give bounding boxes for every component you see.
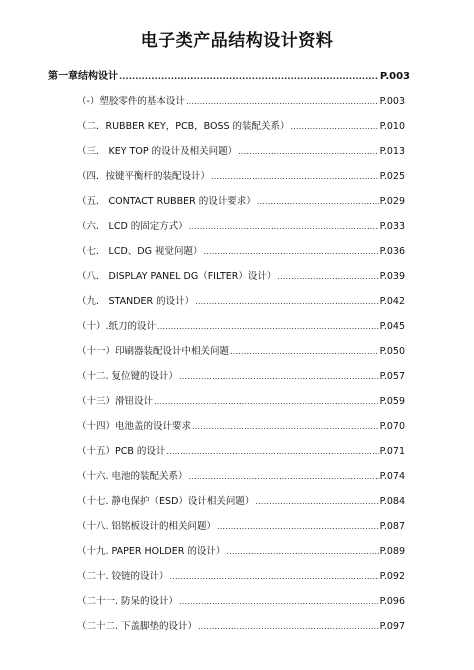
- toc-leader-dots: [211, 172, 379, 182]
- toc-entry: [77, 568, 405, 582]
- toc-entry-page: P.096: [379, 596, 405, 607]
- toc-leader-dots: [195, 297, 378, 307]
- toc-leader-dots: [192, 422, 379, 432]
- toc-leader-dots: [198, 622, 379, 632]
- toc-entry-label: （十三）滑钮设计: [77, 396, 154, 407]
- toc-leader-dots: [291, 122, 379, 132]
- toc-entry: [77, 218, 405, 232]
- toc-entry-label: （二十一. 防呆的设计）: [77, 596, 179, 607]
- toc-leader-dots: [119, 72, 379, 82]
- toc-entry: [77, 543, 405, 557]
- toc-entry-label: （十二. 复位键的设计）: [77, 371, 179, 382]
- toc-entry-label: （二十二. 下盖脚垫的设计）: [77, 621, 198, 632]
- toc-leader-dots: [186, 97, 379, 107]
- toc-entry-page: P.039: [379, 271, 405, 282]
- toc-entry-page: P.089: [379, 546, 405, 557]
- toc-entry-label: （六． LCD 的固定方式）: [77, 221, 188, 232]
- toc-leader-dots: [203, 247, 378, 257]
- toc-entry-label: （九． STANDER 的设计）: [77, 296, 195, 307]
- toc-entry-page: P.036: [379, 246, 405, 257]
- toc-entry: [77, 618, 405, 632]
- toc-chapter-entry: [48, 68, 410, 82]
- toc-entry-label: （十六. 电池的装配关系）: [77, 471, 188, 482]
- toc-entry-label: （十一）印刷器装配设计中相关问题: [77, 346, 230, 357]
- toc-entry: [77, 593, 405, 607]
- toc-entry: [77, 418, 405, 432]
- toc-entry-label: （五． CONTACT RUBBER 的设计要求）: [77, 196, 256, 207]
- toc-entry: [77, 518, 405, 532]
- toc-entry-page: P.074: [379, 471, 405, 482]
- toc-entry-label: （十五）PCB 的设计: [77, 446, 166, 457]
- toc-entry-label: （-）塑胶零件的基本设计: [77, 96, 185, 107]
- toc-leader-dots: [189, 472, 379, 482]
- toc-entry-label: （十九. PAPER HOLDER 的设计）: [77, 546, 226, 557]
- toc-entry-label: （十七. 静电保护（ESD）设计相关问题）: [77, 496, 255, 507]
- toc-leader-dots: [217, 522, 379, 532]
- toc-entry-page: P.070: [379, 421, 405, 432]
- toc-entry: [77, 468, 405, 482]
- toc-leader-dots: [154, 397, 379, 407]
- toc-entry: [77, 243, 405, 257]
- toc-entry: [77, 493, 405, 507]
- toc-entry-page: P.097: [379, 621, 405, 632]
- toc-entry-page: P.042: [379, 296, 405, 307]
- toc-entry-page: P.092: [379, 571, 405, 582]
- toc-entry: [77, 143, 405, 157]
- toc-leader-dots: [179, 597, 379, 607]
- toc-entry-label: （三． KEY TOP 的设计及相关问题）: [77, 146, 238, 157]
- toc-entry-page: P.045: [379, 321, 405, 332]
- toc-entry: [77, 293, 405, 307]
- toc-entry-page: P.003: [379, 96, 405, 107]
- toc-entry: [77, 343, 405, 357]
- toc-entry-page: P.010: [379, 121, 405, 132]
- toc-entry: [77, 168, 405, 182]
- toc-entry-label: （七． LCD、DG 视觉问题）: [77, 246, 203, 257]
- toc-leader-dots: [226, 547, 378, 557]
- toc-entry-label: （十四）电池盖的设计要求: [77, 421, 192, 432]
- toc-entry-label: （八． DISPLAY PANEL DG（FILTER）设计）: [77, 271, 277, 282]
- toc-entry: [77, 268, 405, 282]
- toc-leader-dots: [238, 147, 378, 157]
- toc-entry-page: P.059: [379, 396, 405, 407]
- toc-entry-page: P.013: [379, 146, 405, 157]
- toc-entry: [77, 443, 405, 457]
- toc-leader-dots: [277, 272, 378, 282]
- toc-leader-dots: [157, 322, 379, 332]
- toc-entry-page: P.050: [379, 346, 405, 357]
- toc-chapter-label: 第一章结构设计: [48, 71, 118, 82]
- toc-entry-page: P.025: [379, 171, 405, 182]
- toc-entry-page: P.029: [379, 196, 405, 207]
- toc-leader-dots: [255, 497, 378, 507]
- toc-entry: [77, 93, 405, 107]
- document-title: 电子类产品结构设计资料: [140, 31, 334, 51]
- toc-entry-label: （四．按键平衡杆的装配设计）: [77, 171, 211, 182]
- toc-entry: [77, 118, 405, 132]
- toc-entry-label: （十）.纸刀的设计: [77, 321, 157, 332]
- toc-entry: [77, 318, 405, 332]
- toc-entry-page: P.071: [379, 446, 405, 457]
- toc-entry-page: P.084: [379, 496, 405, 507]
- toc-leader-dots: [170, 572, 379, 582]
- toc-entry-label: （二十. 铰链的设计）: [77, 571, 169, 582]
- toc-entry-page: P.087: [379, 521, 405, 532]
- toc-entry-page: P.033: [379, 221, 405, 232]
- toc-leader-dots: [166, 447, 378, 457]
- toc-entry-label: （二．RUBBER KEY，PCB，BOSS 的装配关系）: [77, 121, 290, 132]
- toc-entry: [77, 393, 405, 407]
- toc-leader-dots: [179, 372, 379, 382]
- toc-entry: [77, 368, 405, 382]
- toc-entry-label: （十八. 铝铭板设计的相关问题）: [77, 521, 217, 532]
- toc-leader-dots: [189, 222, 379, 232]
- toc-leader-dots: [230, 347, 379, 357]
- toc-entry-page: P.057: [379, 371, 405, 382]
- toc-chapter-page: P.003: [379, 71, 410, 82]
- toc-leader-dots: [257, 197, 379, 207]
- toc-entry: [77, 193, 405, 207]
